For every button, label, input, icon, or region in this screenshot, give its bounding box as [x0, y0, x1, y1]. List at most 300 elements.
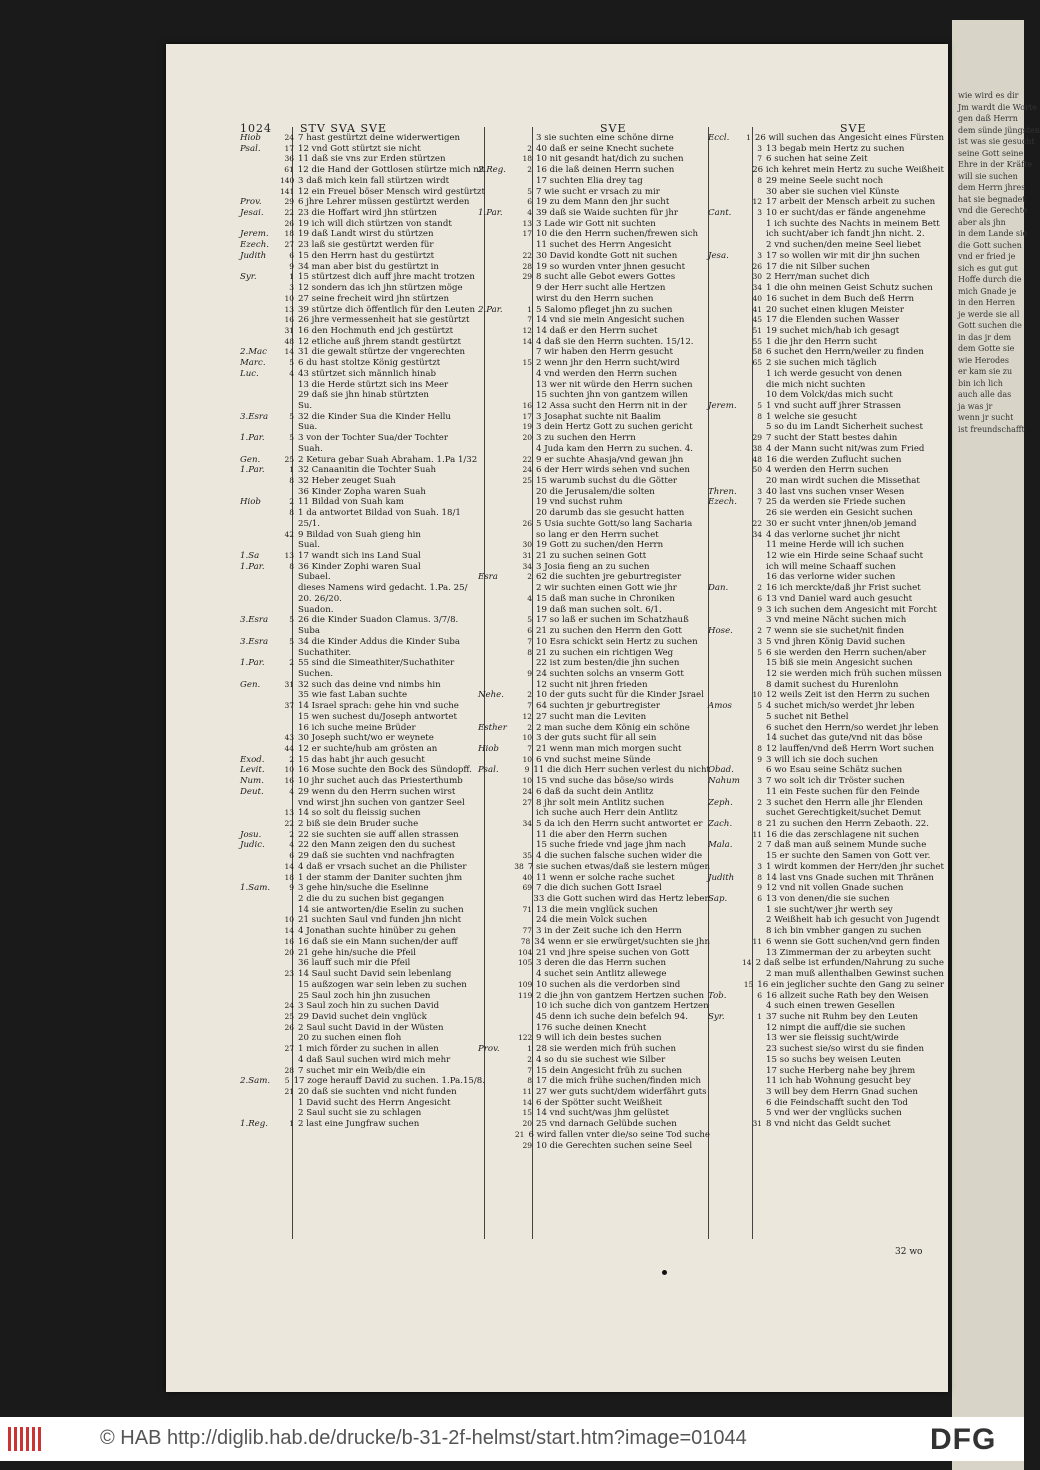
book-ref: 1.Par. — [478, 208, 503, 219]
facing-page-line: wie wird es dir — [958, 91, 1019, 100]
chapter-number: 24 — [522, 465, 532, 475]
index-entry — [708, 787, 944, 798]
index-entry — [708, 540, 944, 551]
chapter-number: 5 — [289, 358, 294, 368]
chapter-number: 1 — [746, 133, 751, 142]
entry-text: 23 die Hoffart wird jhn stürtzen — [298, 208, 437, 219]
book-ref: 1.Par. — [240, 561, 265, 572]
chapter-number — [280, 487, 298, 498]
index-entry — [478, 390, 710, 401]
book-ref — [708, 744, 748, 755]
chapter-number — [518, 1012, 536, 1023]
entry-text: 12 vnd Gott stürtzt sie nicht — [298, 143, 421, 154]
chapter-number — [280, 422, 298, 433]
entry-text: 15 vnd suche das böse/so wirds — [536, 776, 674, 787]
facing-page-line: hat sie begnadet — [958, 194, 1026, 204]
chapter-number — [748, 969, 766, 980]
entry-text: 4 Juda kam den Herrn zu suchen. 4. — [536, 443, 694, 454]
facing-page-line: in dem Lande sie — [958, 229, 1028, 238]
chapter-number — [748, 948, 766, 959]
chapter-number — [280, 905, 298, 916]
entry-text: 13 die mein vnglück suchen — [536, 904, 658, 915]
book-ref: Eccl. — [708, 133, 730, 143]
book-ref: Psal. — [240, 143, 261, 154]
book-ref — [478, 991, 518, 1002]
entry-text: 7 wie sucht er vrsach zu mir — [536, 186, 660, 197]
chapter-number — [280, 712, 298, 723]
entry-text: 24 suchten solchs an vnserm Gott — [536, 668, 684, 679]
entry-text: 39 daß sie Waide suchten für jhr — [536, 208, 678, 219]
book-ref — [708, 272, 748, 283]
book-ref — [478, 294, 518, 305]
entry-text: 13 vnd Daniel ward auch gesucht — [766, 593, 913, 604]
entry-text: 11 wenn er solche rache suchet — [536, 872, 675, 883]
chapter-number: 27 — [284, 1044, 294, 1054]
entry-text: 26 will suchen das Angesicht eines Fürsten — [754, 133, 944, 143]
chapter-number: 2 — [527, 722, 532, 732]
book-ref — [478, 401, 518, 412]
index-entry — [240, 497, 485, 508]
chapter-number: 31 — [752, 1119, 762, 1129]
index-entry — [240, 401, 485, 412]
chapter-number: 105 — [518, 958, 533, 968]
chapter-number — [280, 540, 298, 551]
entry-text: 64 suchten jr geburtregister — [536, 701, 660, 712]
chapter-number: 15 — [743, 979, 754, 989]
book-ref — [708, 315, 748, 326]
index-entry — [240, 948, 485, 959]
index-entry — [708, 251, 944, 262]
book-ref — [708, 1055, 748, 1066]
book-ref — [708, 412, 748, 423]
book-ref — [240, 905, 280, 916]
index-entry — [240, 1119, 485, 1130]
index-entry — [240, 272, 485, 283]
index-entry — [478, 1033, 710, 1044]
book-ref — [478, 283, 518, 294]
book-ref — [478, 701, 518, 712]
index-entry — [240, 991, 485, 1002]
entry-text: 19 so wurden vnter jhnen gesucht — [536, 261, 686, 272]
entry-text: 2 die du zu suchen bist gegangen — [298, 894, 445, 905]
entry-text: 1 die ohn meinen Geist Schutz suchen — [766, 283, 933, 294]
chapter-number: 58 — [752, 347, 762, 357]
chapter-number: 5 — [757, 647, 762, 657]
entry-text: 3 in der Zeit suche ich den Herrn — [536, 926, 682, 937]
facing-page-line: er kam sie zu — [958, 367, 1013, 376]
chapter-number: 24 — [522, 786, 532, 796]
book-ref — [708, 433, 748, 444]
entry-text: 4 Jonathan suchte hinüber zu gehen — [298, 926, 456, 937]
book-ref: 1.Par. — [240, 465, 265, 476]
book-ref — [708, 455, 748, 466]
entry-text: 2 wenn jhr den Herrn sucht/wird — [536, 358, 680, 369]
entry-text: 19 suchet mich/hab ich gesagt — [766, 325, 900, 336]
index-entry — [708, 808, 944, 819]
index-entry — [708, 819, 944, 830]
entry-text: 2 biß sie dein Bruder suche — [298, 819, 419, 829]
entry-text: 6 der Herr wirds sehen vnd suchen — [536, 465, 690, 476]
book-ref — [478, 883, 518, 894]
entry-text: 6 jhre Lehrer müssen gestürtzt werden — [298, 197, 470, 208]
index-entry — [240, 187, 485, 198]
chapter-number: 9 — [757, 604, 762, 614]
chapter-number: 1 — [757, 1011, 762, 1021]
entry-text: Suchathiter. — [298, 647, 352, 658]
book-ref — [708, 733, 748, 744]
index-entry — [478, 347, 710, 358]
entry-text: 17 suche Herberg nahe bey jhrem — [766, 1065, 916, 1076]
chapter-number: 30 — [752, 272, 762, 282]
index-entry — [240, 883, 485, 894]
chapter-number: 4 — [527, 593, 532, 603]
book-ref: Levit. — [240, 765, 265, 776]
entry-text: 3 von der Tochter Sua/der Tochter — [298, 433, 448, 444]
index-entry — [708, 840, 944, 851]
index-entry — [240, 165, 485, 176]
chapter-number: 40 — [752, 293, 762, 303]
facing-page-line: bin ich lich — [958, 378, 1003, 388]
chapter-number — [748, 1001, 766, 1012]
chapter-number — [748, 1076, 766, 1087]
book-ref — [240, 1023, 280, 1034]
index-entry — [478, 648, 710, 659]
book-ref — [478, 422, 518, 433]
chapter-number: 26 — [284, 218, 294, 228]
index-entry — [240, 851, 485, 862]
index-entry — [478, 133, 710, 144]
entry-text: 7 wo solt ich dir Tröster suchen — [766, 776, 905, 787]
book-ref — [478, 937, 517, 948]
entry-text: 3 will ich sie doch suchen — [766, 754, 879, 765]
index-entry — [478, 519, 710, 530]
chapter-number — [518, 347, 536, 358]
book-ref — [240, 315, 280, 326]
chapter-number: 48 — [752, 454, 762, 464]
entry-text: 17 die mich frühe suchen/finden mich — [536, 1076, 702, 1087]
index-entry — [478, 551, 710, 562]
index-entry — [708, 958, 944, 969]
book-ref — [708, 358, 748, 369]
index-entry — [240, 1055, 485, 1066]
chapter-number: 9 — [757, 883, 762, 893]
chapter-number — [280, 1108, 298, 1119]
entry-text: 20. 26/20. — [298, 593, 342, 604]
book-ref — [478, 476, 518, 487]
book-ref: Josu. — [240, 829, 262, 840]
chapter-number: 13 — [522, 218, 532, 228]
entry-text: 25/1. — [298, 518, 321, 529]
index-entry — [708, 733, 944, 744]
chapter-number: 3 — [757, 250, 762, 260]
index-entry — [240, 787, 485, 798]
index-entry — [708, 219, 944, 230]
book-ref: Deut. — [240, 786, 264, 797]
book-ref — [478, 1066, 518, 1077]
book-ref — [478, 862, 512, 873]
index-entry — [478, 658, 710, 669]
chapter-number — [280, 390, 298, 401]
entry-text: 2 Saul sucht David in der Wüsten — [298, 1022, 444, 1033]
entry-text: 30 aber sie suchen viel Künste — [766, 186, 900, 197]
entry-text: 3 ich suchen dem Angesicht mit Forcht — [766, 604, 937, 615]
index-entry — [240, 197, 485, 208]
index-entry — [478, 894, 710, 905]
book-ref — [478, 176, 518, 187]
chapter-number: 10 — [752, 690, 762, 700]
book-ref — [240, 991, 280, 1002]
chapter-number — [748, 915, 766, 926]
index-entry — [478, 572, 710, 583]
entry-text: 4 die suchen falsche suchen wider die — [536, 851, 703, 862]
chapter-number: 4 — [289, 368, 294, 378]
book-ref: Nahum — [708, 776, 740, 787]
book-ref — [708, 1001, 748, 1012]
chapter-number: 23 — [284, 969, 294, 979]
book-ref — [240, 1066, 280, 1077]
chapter-number: 16 — [284, 315, 294, 325]
index-entry — [478, 915, 710, 926]
chapter-number — [518, 808, 536, 819]
entry-text: 5 so du im Landt Sicherheit suchest — [766, 422, 923, 433]
chapter-number — [748, 615, 766, 626]
book-ref — [240, 294, 280, 305]
book-ref: Judic. — [240, 840, 265, 851]
book-ref — [240, 1044, 280, 1055]
book-ref — [240, 1033, 280, 1044]
index-entry — [478, 187, 710, 198]
index-entry — [708, 326, 944, 337]
index-entry — [478, 1023, 710, 1034]
index-entry — [708, 830, 944, 841]
index-entry — [708, 637, 944, 648]
book-ref — [240, 305, 280, 316]
chapter-number: 55 — [752, 336, 762, 346]
index-entry — [240, 433, 485, 444]
book-ref — [240, 926, 280, 937]
chapter-number: 7 — [757, 154, 762, 164]
book-ref — [478, 197, 518, 208]
book-ref — [708, 723, 748, 734]
book-ref — [240, 690, 280, 701]
book-ref — [708, 905, 748, 916]
entry-text: 10 der guts sucht für die Kinder Jsrael — [536, 690, 704, 701]
book-ref — [478, 1098, 518, 1109]
book-ref — [708, 637, 748, 648]
chapter-number — [748, 551, 766, 562]
index-entry — [240, 294, 485, 305]
book-ref — [708, 551, 748, 562]
chapter-number: 71 — [522, 904, 532, 914]
entry-text: 12 er suchte/hub am grösten an — [298, 743, 438, 754]
entry-text: 27 wer guts sucht/dem widerfährt guts — [536, 1086, 707, 1097]
book-ref — [708, 390, 748, 401]
index-column-3 — [708, 133, 944, 1130]
chapter-number: 51 — [752, 325, 762, 335]
facing-page-line: wenn jr sucht — [958, 413, 1014, 422]
entry-text: 7 wir haben den Herrn gesucht — [536, 347, 673, 358]
entry-text: 21 zu suchen den Herrn Zebaoth. 22. — [766, 819, 929, 829]
entry-text: 8 jhr solt mein Antlitz suchen — [536, 797, 665, 808]
chapter-number: 18 — [522, 154, 532, 164]
index-entry — [240, 358, 485, 369]
chapter-number: 8 — [289, 561, 294, 571]
chapter-number — [280, 605, 298, 616]
entry-text: 5 vnd wer der vnglücks suchen — [766, 1108, 902, 1119]
chapter-number: 13 — [284, 304, 294, 314]
index-entry — [478, 497, 710, 508]
entry-text: 7 daß man auß seinem Munde suche — [766, 840, 927, 851]
index-entry — [240, 733, 485, 744]
facing-page-line: ist was sie gesucht — [958, 137, 1035, 146]
book-ref — [708, 851, 748, 862]
index-entry — [708, 305, 944, 316]
entry-text: 16 suchet in dem Buch deß Herrn — [766, 293, 915, 304]
chapter-number: 4 — [527, 208, 532, 218]
chapter-number: 5 — [757, 701, 762, 711]
chapter-number — [280, 958, 298, 969]
book-ref — [708, 369, 748, 380]
chapter-number — [280, 1098, 298, 1109]
index-entry — [478, 1130, 710, 1141]
entry-text: wirst du den Herrn suchen — [536, 293, 654, 304]
book-ref: 3.Esra — [240, 636, 269, 647]
entry-text: 6 der Spötter sucht Weißheit — [536, 1097, 663, 1108]
entry-text: 30 Joseph sucht/wo er weynete — [298, 733, 434, 744]
entry-text: 16 die das zerschlagene nit suchen — [766, 829, 920, 840]
book-ref — [240, 937, 280, 948]
book-ref — [478, 851, 518, 862]
chapter-number: 17 — [284, 143, 294, 153]
book-ref — [708, 283, 748, 294]
entry-text: 22 sie suchten sie auff allen strassen — [298, 829, 459, 840]
index-entry — [240, 819, 485, 830]
chapter-number — [280, 723, 298, 734]
column-header-1: STV SVA SVE — [300, 122, 387, 135]
chapter-number: 16 — [522, 400, 532, 410]
book-ref — [478, 583, 518, 594]
chapter-number — [518, 583, 536, 594]
entry-text: 8 ich bin vmbher gangen zu suchen — [766, 926, 922, 937]
entry-text: 43 stürtzet sich männlich hinab — [298, 368, 437, 379]
book-ref — [240, 572, 280, 583]
index-entry — [240, 144, 485, 155]
book-ref — [478, 508, 518, 519]
book-ref — [478, 958, 518, 969]
index-entry — [240, 251, 485, 262]
entry-text: 17 zoge herauff David zu suchen. 1.Pa.15/8. — [293, 1076, 485, 1087]
chapter-number: 31 — [284, 679, 294, 689]
index-entry — [708, 905, 944, 916]
book-ref — [478, 358, 518, 369]
index-entry — [240, 347, 485, 358]
chapter-number: 7 — [527, 701, 532, 711]
entry-text: 21 vnd jhre speise suchen von Gott — [536, 947, 690, 958]
chapter-number — [280, 690, 298, 701]
entry-text: 14 Saul sucht David sein lebenlang — [298, 969, 452, 980]
index-entry — [240, 240, 485, 251]
chapter-number — [738, 165, 752, 176]
chapter-number — [748, 390, 766, 401]
entry-text: 26 sie werden ein Gesicht suchen — [766, 508, 913, 519]
book-ref — [708, 519, 748, 530]
entry-text: 1 wirdt kommen der Herr/den jhr suchet — [766, 861, 944, 872]
entry-text: 26 die Kinder Suadon Clamus. 3/7/8. — [298, 615, 459, 626]
entry-text: ich will meine Schaaff suchen — [766, 561, 896, 572]
entry-text: Sua. — [298, 422, 318, 433]
chapter-number: 2 — [289, 658, 294, 668]
book-ref — [478, 251, 518, 262]
index-entry — [478, 487, 710, 498]
entry-text: 20 die Jerusalem/die solten — [536, 486, 655, 497]
entry-text: 15 dein Angesicht früh zu suchen — [536, 1065, 683, 1076]
entry-text: 7 hast gestürtzt deine widerwertigen — [298, 133, 461, 143]
entry-text: 11 die dich Herr suchen verlest du nicht — [533, 765, 710, 776]
index-entry — [478, 455, 710, 466]
index-entry — [240, 412, 485, 423]
chapter-number: 42 — [284, 529, 294, 539]
facing-page-line: auch alle das — [958, 390, 1012, 399]
chapter-number: 2 — [289, 829, 294, 839]
chapter-number — [748, 476, 766, 487]
chapter-number: 22 — [284, 819, 294, 828]
book-ref: Jerem. — [240, 229, 269, 240]
chapter-number: 9 — [289, 261, 294, 271]
book-ref — [240, 733, 280, 744]
entry-text: 15 suche friede vnd jage jhm nach — [536, 840, 687, 851]
book-ref — [708, 658, 748, 669]
book-ref — [478, 905, 518, 916]
chapter-number: 5 — [289, 615, 294, 625]
chapter-number — [280, 572, 298, 583]
chapter-number — [280, 669, 298, 680]
chapter-number: 3 — [757, 143, 762, 153]
entry-text: 3 der guts sucht für all sein — [536, 733, 657, 744]
chapter-number: 122 — [518, 1033, 533, 1043]
chapter-number — [518, 680, 536, 691]
entry-text: die mich nicht suchten — [766, 379, 866, 390]
chapter-number: 25 — [522, 476, 532, 485]
book-ref — [240, 476, 280, 487]
index-entry — [478, 808, 710, 819]
index-entry — [240, 1023, 485, 1034]
book-ref — [478, 262, 518, 273]
index-entry — [478, 219, 710, 230]
index-entry — [240, 583, 485, 594]
book-ref — [708, 530, 748, 541]
entry-text: 5 vnd jhren König David suchen — [766, 636, 906, 647]
book-ref — [240, 1098, 280, 1109]
book-ref — [708, 648, 748, 659]
book-ref — [240, 723, 280, 734]
entry-text: 2 Saul sucht sie zu schlagen — [298, 1108, 422, 1119]
entry-text: 8 vnd nicht das Geldt suchet — [766, 1119, 891, 1130]
index-entry — [708, 615, 944, 626]
book-ref — [708, 1087, 748, 1098]
chapter-number — [748, 712, 766, 723]
chapter-number: 20 — [522, 433, 532, 443]
book-ref: 1.Reg. — [240, 1119, 268, 1130]
book-ref — [240, 176, 280, 187]
entry-text: 14 Israel sprach: gehe hin vnd suche — [298, 701, 459, 712]
book-ref — [240, 187, 280, 198]
chapter-number: 17 — [522, 411, 532, 421]
index-entry — [708, 165, 944, 176]
copyright-url[interactable]: © HAB http://diglib.hab.de/drucke/b-31-2f-helmst/start.htm?image=01044 — [100, 1427, 747, 1449]
chapter-number — [280, 980, 298, 991]
book-ref — [240, 701, 280, 712]
entry-text: 25 da werden sie Friede suchen — [766, 497, 906, 508]
